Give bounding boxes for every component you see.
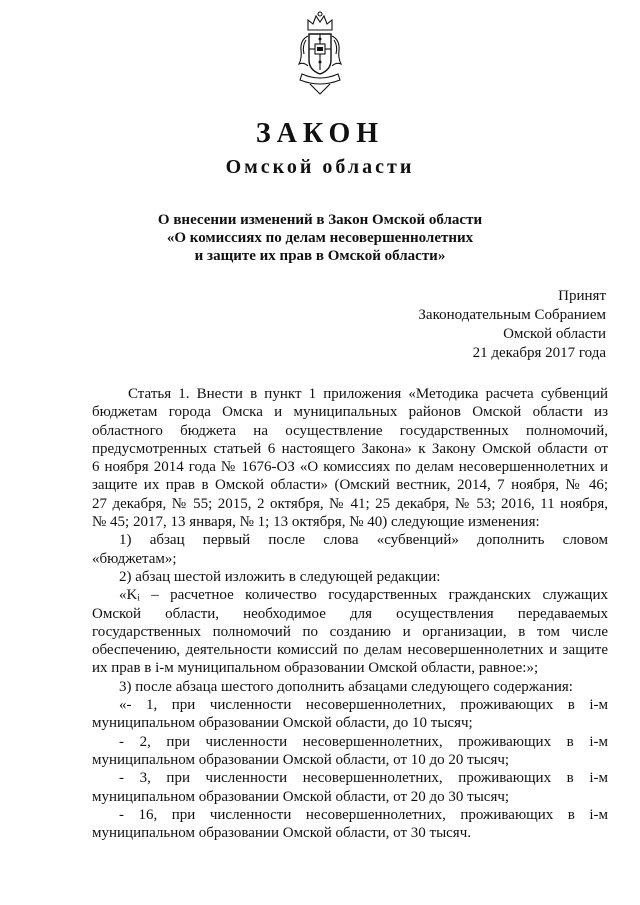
heading-line: «О комиссиях по делам несовершеннолетних	[166, 230, 474, 246]
text-line: 6 ноября 2014 года № 1676-ОЗ «О комиссиях по делам несовершеннолетних и	[92, 459, 608, 476]
text-line: 27 декабря, № 55; 2015, 2 октября, № 41; 25 декабря, № 53; 2016, 11 ноября,	[92, 495, 608, 512]
text-line: - 3, при численности несовершеннолетних, проживающих в i-м	[119, 770, 608, 787]
text-line: муниципальном образовании Омской области, от 20 до 30 тысяч;	[92, 788, 510, 805]
law-heading	[0, 211, 640, 265]
text-line: муниципальном образовании Омской области, от 10 до 20 тысяч;	[92, 751, 510, 768]
adoption-date: 21 декабря 2017 года	[472, 345, 606, 361]
law-title: ЗАКОН	[255, 118, 385, 149]
adoption-block	[306, 287, 606, 363]
law-subtitle: Омской области	[225, 156, 415, 178]
text-line: Омской области, необходимое для осуществления передаваемых	[92, 605, 608, 622]
text-line: предусмотренных статьей 6 настоящего Закона» к Закону Омской области от	[92, 440, 608, 457]
heading-line: О внесении изменений в Закон Омской области	[157, 212, 483, 228]
adoption-line: Законодательным Собранием	[418, 307, 606, 323]
text-line: 2) абзац шестой изложить в следующей редакции:	[119, 568, 441, 585]
text-line: областного бюджета на осуществление государственных полномочий,	[92, 422, 608, 439]
text-line: - 2, при численности несовершеннолетних, проживающих в i-м	[119, 733, 608, 750]
omsk-oblast-coat-of-arms-icon	[296, 10, 344, 96]
text-line: защите их прав в Омской области» (Омский вестник, 2014, 7 ноября, № 46;	[92, 477, 608, 494]
text-line: - 16, при численности несовершеннолетних, проживающих в i-м	[119, 806, 608, 823]
text-line: «бюджетам»;	[92, 550, 177, 567]
text-line: государственных полномочий по созданию и организации, в том числе	[92, 623, 608, 640]
adoption-line: Омской области	[503, 326, 606, 342]
text-line: 3) после абзаца шестого дополнить абзацами следующего содержания:	[119, 678, 573, 695]
article-1-text	[92, 385, 608, 842]
text-line: муниципальном образовании Омской области, до 10 тысяч;	[92, 715, 473, 732]
text-line: бюджетам города Омска и муниципальных районов Омской области из	[92, 404, 608, 421]
text-line: муниципальном образовании Омской области, от 30 тысяч.	[92, 825, 471, 842]
heading-line: и защите их прав в Омской области»	[194, 248, 446, 264]
text-line: обеспечению, деятельности комиссий по делам несовершеннолетних и защите	[92, 642, 608, 659]
text-line: «Kᵢ – расчетное количество государственных гражданских служащих	[119, 587, 608, 604]
adoption-line: Принят	[558, 288, 606, 304]
text-line: «- 1, при численности несовершеннолетних, проживающих в i-м	[119, 697, 608, 714]
text-line: Статья 1. Внести в пункт 1 приложения «Методика расчета субвенций	[128, 386, 608, 402]
text-line: № 45; 2017, 13 января, № 1; 13 октября, № 40) следующие изменения:	[92, 514, 540, 531]
text-line: 1) абзац первый после слова «субвенций» дополнить словом	[119, 532, 608, 549]
text-line: их прав в i-м муниципальном образовании Омской области, равное:»;	[92, 660, 539, 677]
